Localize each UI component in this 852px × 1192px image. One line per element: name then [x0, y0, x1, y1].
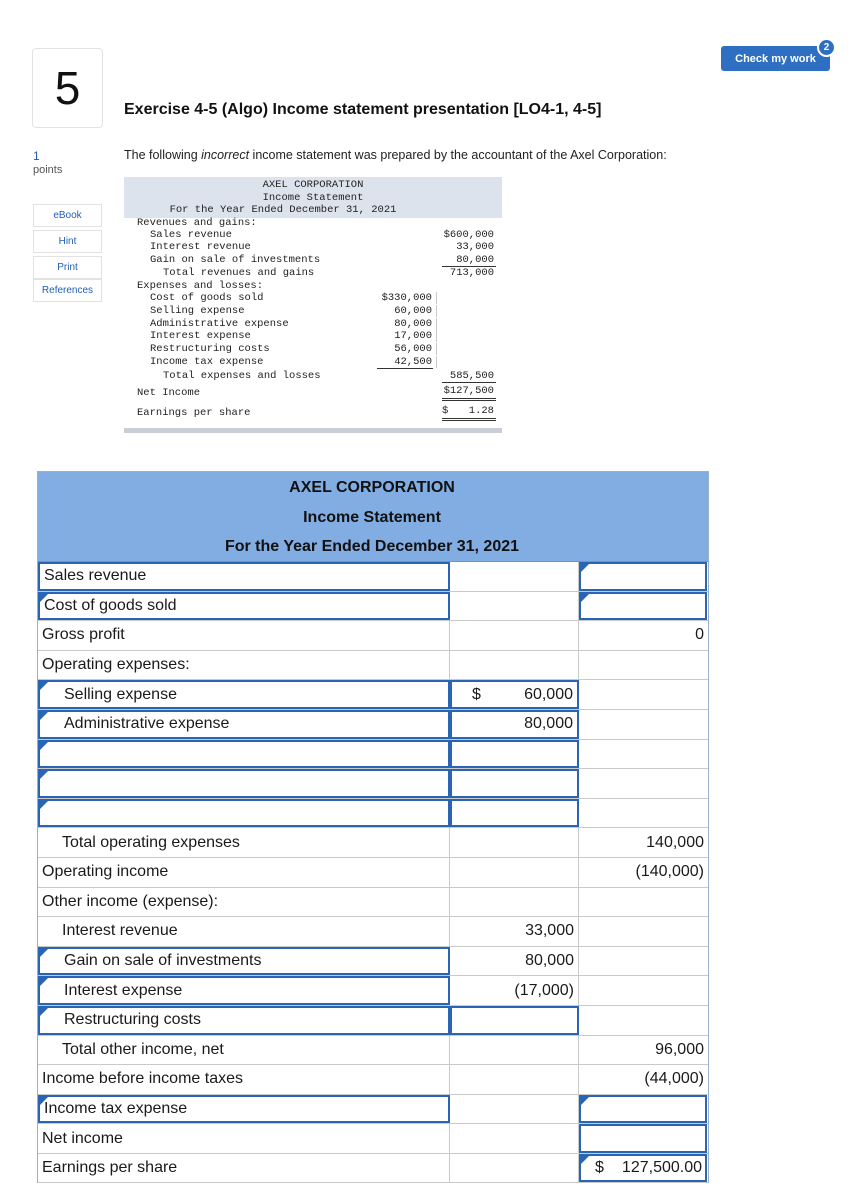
- orig-statement: Income Statement: [262, 192, 364, 204]
- amount-cell: [450, 621, 579, 650]
- total-cell: [579, 799, 707, 828]
- statement-bottom-bar: [124, 428, 502, 433]
- orig-eps: Earnings per share: [137, 407, 251, 419]
- table-row: [38, 1065, 708, 1095]
- table-row: [38, 1124, 708, 1154]
- amount-cell: 33,000: [450, 917, 579, 946]
- exercise-intro: [124, 148, 667, 162]
- table-row: [38, 592, 708, 622]
- table-row: [38, 947, 708, 977]
- total-cell: 0: [695, 626, 704, 644]
- worksheet-period: For the Year Ended December 31, 2021: [224, 538, 520, 555]
- ebook-button[interactable]: eBook: [33, 204, 102, 227]
- orig-underline: [442, 418, 496, 419]
- dollar-sign: $: [595, 1159, 604, 1177]
- amount-value: 60,000: [524, 685, 573, 703]
- total-cell: [579, 710, 707, 739]
- row-label: Other income (expense):: [38, 888, 450, 917]
- orig-sales-revenue-amt: $600,000: [443, 229, 494, 241]
- orig-sales-revenue: Sales revenue: [150, 229, 232, 241]
- amount-cell: (17,000): [450, 976, 579, 1005]
- total-input[interactable]: [579, 1095, 707, 1124]
- orig-eps-dollar: $: [442, 405, 449, 417]
- orig-expenses-header: Expenses and losses:: [137, 280, 264, 292]
- orig-underline: [377, 368, 433, 369]
- attempts-badge: 2: [817, 38, 836, 57]
- orig-gain-sale: Gain on sale of investments: [150, 254, 321, 266]
- orig-admin-amt: 80,000: [352, 318, 437, 330]
- amount-input[interactable]: [450, 799, 579, 828]
- table-row: [38, 888, 708, 918]
- table-row: [38, 1095, 708, 1125]
- orig-net-income: Net Income: [137, 387, 201, 399]
- total-cell: 96,000: [655, 1040, 704, 1058]
- label-input[interactable]: Administrative expense: [38, 710, 450, 739]
- points-value: 1: [33, 149, 40, 163]
- check-my-work-button[interactable]: Check my work: [721, 46, 830, 71]
- label-input[interactable]: Restructuring costs: [38, 1006, 450, 1035]
- orig-total-expenses: Total expenses and losses: [163, 370, 321, 382]
- total-cell: (44,000): [644, 1070, 704, 1088]
- table-row: [38, 799, 708, 829]
- orig-tax: Income tax expense: [150, 356, 264, 368]
- table-row: [38, 562, 708, 592]
- amount-cell: [450, 888, 579, 917]
- total-cell: [579, 1006, 707, 1035]
- orig-total-revenues-amt: 713,000: [449, 267, 494, 279]
- amount-cell: [450, 592, 579, 621]
- total-cell: [579, 769, 707, 798]
- intro-italic: incorrect: [201, 148, 250, 162]
- table-row: [38, 828, 708, 858]
- amount-input[interactable]: [450, 680, 579, 709]
- label-input[interactable]: [38, 740, 450, 769]
- orig-total-expenses-amt: 585,500: [449, 370, 494, 382]
- amount-cell: [450, 1124, 579, 1153]
- label-input[interactable]: [38, 769, 450, 798]
- hint-button[interactable]: Hint: [33, 230, 102, 253]
- total-cell: (140,000): [635, 863, 704, 881]
- amount-cell: [450, 1036, 579, 1065]
- table-row: [38, 917, 708, 947]
- label-input[interactable]: [38, 799, 450, 828]
- total-cell: [579, 680, 707, 709]
- total-cell: [579, 947, 707, 976]
- total-cell: [579, 917, 707, 946]
- row-label: Earnings per share: [38, 1154, 450, 1183]
- table-row: [38, 1154, 708, 1184]
- amount-input[interactable]: [450, 1006, 579, 1035]
- label-input[interactable]: Selling expense: [38, 680, 450, 709]
- amount-cell: [450, 828, 579, 857]
- eps-value: 127,500.00: [621, 1159, 702, 1177]
- points-label: points: [33, 164, 63, 176]
- table-row: [38, 680, 708, 710]
- row-label: Operating income: [38, 858, 450, 887]
- label-input[interactable]: Income tax expense: [38, 1095, 450, 1124]
- dollar-sign: $: [472, 685, 481, 703]
- amount-cell: [450, 651, 579, 680]
- orig-net-income-amt: $127,500: [443, 385, 494, 397]
- amount-cell: [450, 1154, 579, 1183]
- orig-interest-revenue-amt: 33,000: [456, 241, 494, 253]
- row-label: Income before income taxes: [38, 1065, 450, 1094]
- label-input[interactable]: Interest expense: [38, 976, 450, 1005]
- row-label: Net income: [38, 1124, 450, 1153]
- total-input[interactable]: [579, 1124, 707, 1153]
- exercise-title: Exercise 4-5 (Algo) Income statement presentation [LO4-1, 4-5]: [124, 101, 602, 118]
- worksheet-company: AXEL CORPORATION: [289, 479, 455, 496]
- label-input[interactable]: Gain on sale of investments: [38, 947, 450, 976]
- orig-restructuring-amt: 56,000: [352, 343, 437, 355]
- amount-input[interactable]: [450, 769, 579, 798]
- orig-selling-amt: 60,000: [352, 305, 437, 317]
- row-label: Operating expenses:: [38, 651, 450, 680]
- orig-restructuring: Restructuring costs: [150, 343, 270, 355]
- orig-underline: [442, 400, 496, 401]
- orig-underline: [442, 398, 496, 399]
- worksheet-statement: Income Statement: [303, 509, 441, 526]
- amount-cell: [450, 1065, 579, 1094]
- orig-revenues-header: Revenues and gains:: [137, 217, 257, 229]
- table-row: [38, 621, 708, 651]
- amount-input[interactable]: 80,000: [450, 710, 579, 739]
- table-row: [38, 651, 708, 681]
- orig-period: For the Year Ended December 31, 2021: [169, 204, 397, 216]
- table-row: [38, 769, 708, 799]
- row-label: Interest revenue: [38, 917, 450, 946]
- total-input[interactable]: [579, 592, 707, 621]
- orig-interest-revenue: Interest revenue: [150, 241, 251, 253]
- orig-cogs: Cost of goods sold: [150, 292, 264, 304]
- orig-gain-sale-amt: 80,000: [456, 254, 494, 266]
- amount-input[interactable]: [450, 740, 579, 769]
- orig-underline: [442, 420, 496, 421]
- table-row: [38, 858, 708, 888]
- orig-interest-exp: Interest expense: [150, 330, 251, 342]
- total-cell: 140,000: [646, 833, 704, 851]
- table-row: [38, 710, 708, 740]
- table-row: [38, 740, 708, 770]
- question-number: 5: [32, 48, 103, 128]
- print-button[interactable]: Print: [33, 256, 102, 279]
- orig-tax-amt: 42,500: [352, 356, 437, 368]
- row-label: Gross profit: [38, 621, 450, 650]
- label-input[interactable]: Cost of goods sold: [38, 592, 450, 621]
- original-income-statement: [124, 177, 502, 434]
- intro-before: The following: [124, 148, 202, 162]
- orig-eps-amt: 1.28: [468, 405, 494, 417]
- table-row: [38, 1036, 708, 1066]
- amount-cell: 80,000: [450, 947, 579, 976]
- table-row: [38, 1006, 708, 1036]
- total-cell: [579, 740, 707, 769]
- orig-company: AXEL CORPORATION: [262, 179, 364, 191]
- references-button[interactable]: References: [33, 279, 102, 302]
- row-label: Total other income, net: [38, 1036, 450, 1065]
- amount-cell: [450, 1095, 579, 1124]
- orig-selling: Selling expense: [150, 305, 245, 317]
- amount-cell: [450, 858, 579, 887]
- amount-cell: [450, 562, 579, 591]
- table-row: [38, 976, 708, 1006]
- total-cell: [579, 976, 707, 1005]
- total-cell: [579, 651, 707, 680]
- income-statement-worksheet: [37, 471, 709, 1183]
- orig-underline: [442, 382, 496, 383]
- label-input[interactable]: Sales revenue: [38, 562, 450, 591]
- intro-after: income statement was prepared by the accountant of the Axel Corporation:: [249, 148, 667, 162]
- orig-total-revenues: Total revenues and gains: [163, 267, 315, 279]
- eps-input[interactable]: [579, 1154, 707, 1183]
- total-cell: [579, 888, 707, 917]
- worksheet-header: [38, 472, 708, 562]
- orig-interest-exp-amt: 17,000: [352, 330, 437, 342]
- orig-admin: Administrative expense: [150, 318, 289, 330]
- row-label: Total operating expenses: [38, 828, 450, 857]
- orig-cogs-amt: $330,000: [352, 292, 437, 304]
- total-input[interactable]: [579, 562, 707, 591]
